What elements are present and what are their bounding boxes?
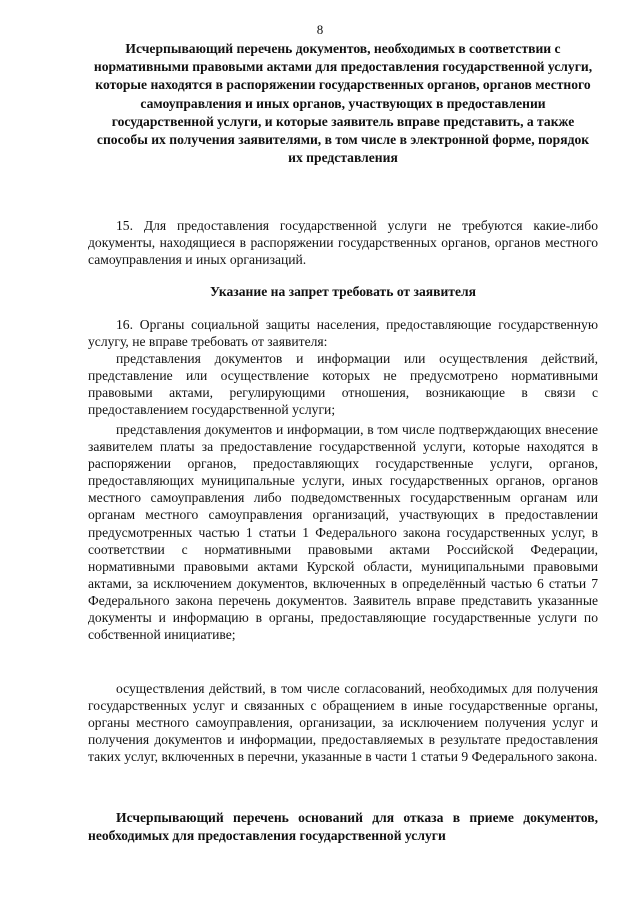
paragraph-15: 15. Для предоставления государственной услуги не требуются какие-либо документы, находящиеся в распоряжении государственных органов, органов местного самоуправления и иных организаций.: [88, 218, 598, 268]
paragraph-16: 16. Органы социальной защиты населения, предоставляющие государственную услугу, не вправе требовать от заявителя:: [88, 317, 598, 350]
paragraph-16-item-2: представления документов и информации, в том числе подтверждающих внесение заявителем платы за предоставление государственной услуги, которые находятся в распоряжении органов, предоставляющих государственные услуги, органов, предоставляющих муниципальные услуги, иных государственных органов, органов местного самоуправления либо подведомственных государственным органам или органам местного самоуправления организаций, участвующих в предоставлении предусмотренных частью 1 статьи 1 Федерального закона государственных услуг, в соответствии с нормативными правовыми актами Российской Федерации, нормативными правовыми актами Курской области, муниципальными правовыми актами, за исключением документов, включенных в определённый частью 6 статьи 7 Федерального закона перечень документов. Заявитель вправе представить указанные документы и информацию в органы, предоставляющие государственные услуги по собственной инициативе;: [88, 422, 598, 643]
section-heading-refusal-grounds: [88, 809, 598, 845]
page-number: 8: [316, 22, 324, 37]
paragraph-16-item-3: осуществления действий, в том числе согласований, необходимых для получения государственных услуг и связанных с обращением в иные государственные органы, органы местного самоуправления, организации, за исключением получения услуг и получения документов и информации, предоставляемых в результате предоставления таких услуг, включенных в перечни, указанные в части 1 статьи 9 Федерального закона.: [88, 681, 598, 765]
section-heading-documents-list: Исчерпывающий перечень документов, необходимых в соответствии с нормативными правовыми актами для предоставления государственной услуги, которые находятся в распоряжении государственных органов, органов местного самоуправления и иных органов, участвующих в предоставлении государственной услуги, и которые заявитель вправе представить, а также способы их получения заявителями, в том числе в электронной форме, порядок их представления: [93, 41, 593, 166]
paragraph-16-item-1: представления документов и информации или осуществления действий, представление или осуществление которых не предусмотрено нормативными правовыми актами, регулирующими отношения, возникающие в связи с предоставлением государственной услуги;: [88, 351, 598, 418]
section-heading-prohibition: Указание на запрет требовать от заявителя: [210, 284, 476, 299]
section-heading-refusal-grounds-text: Исчерпывающий перечень оснований для отказа в приеме документов, необходимых для предоставления государственной услуги: [88, 810, 598, 844]
